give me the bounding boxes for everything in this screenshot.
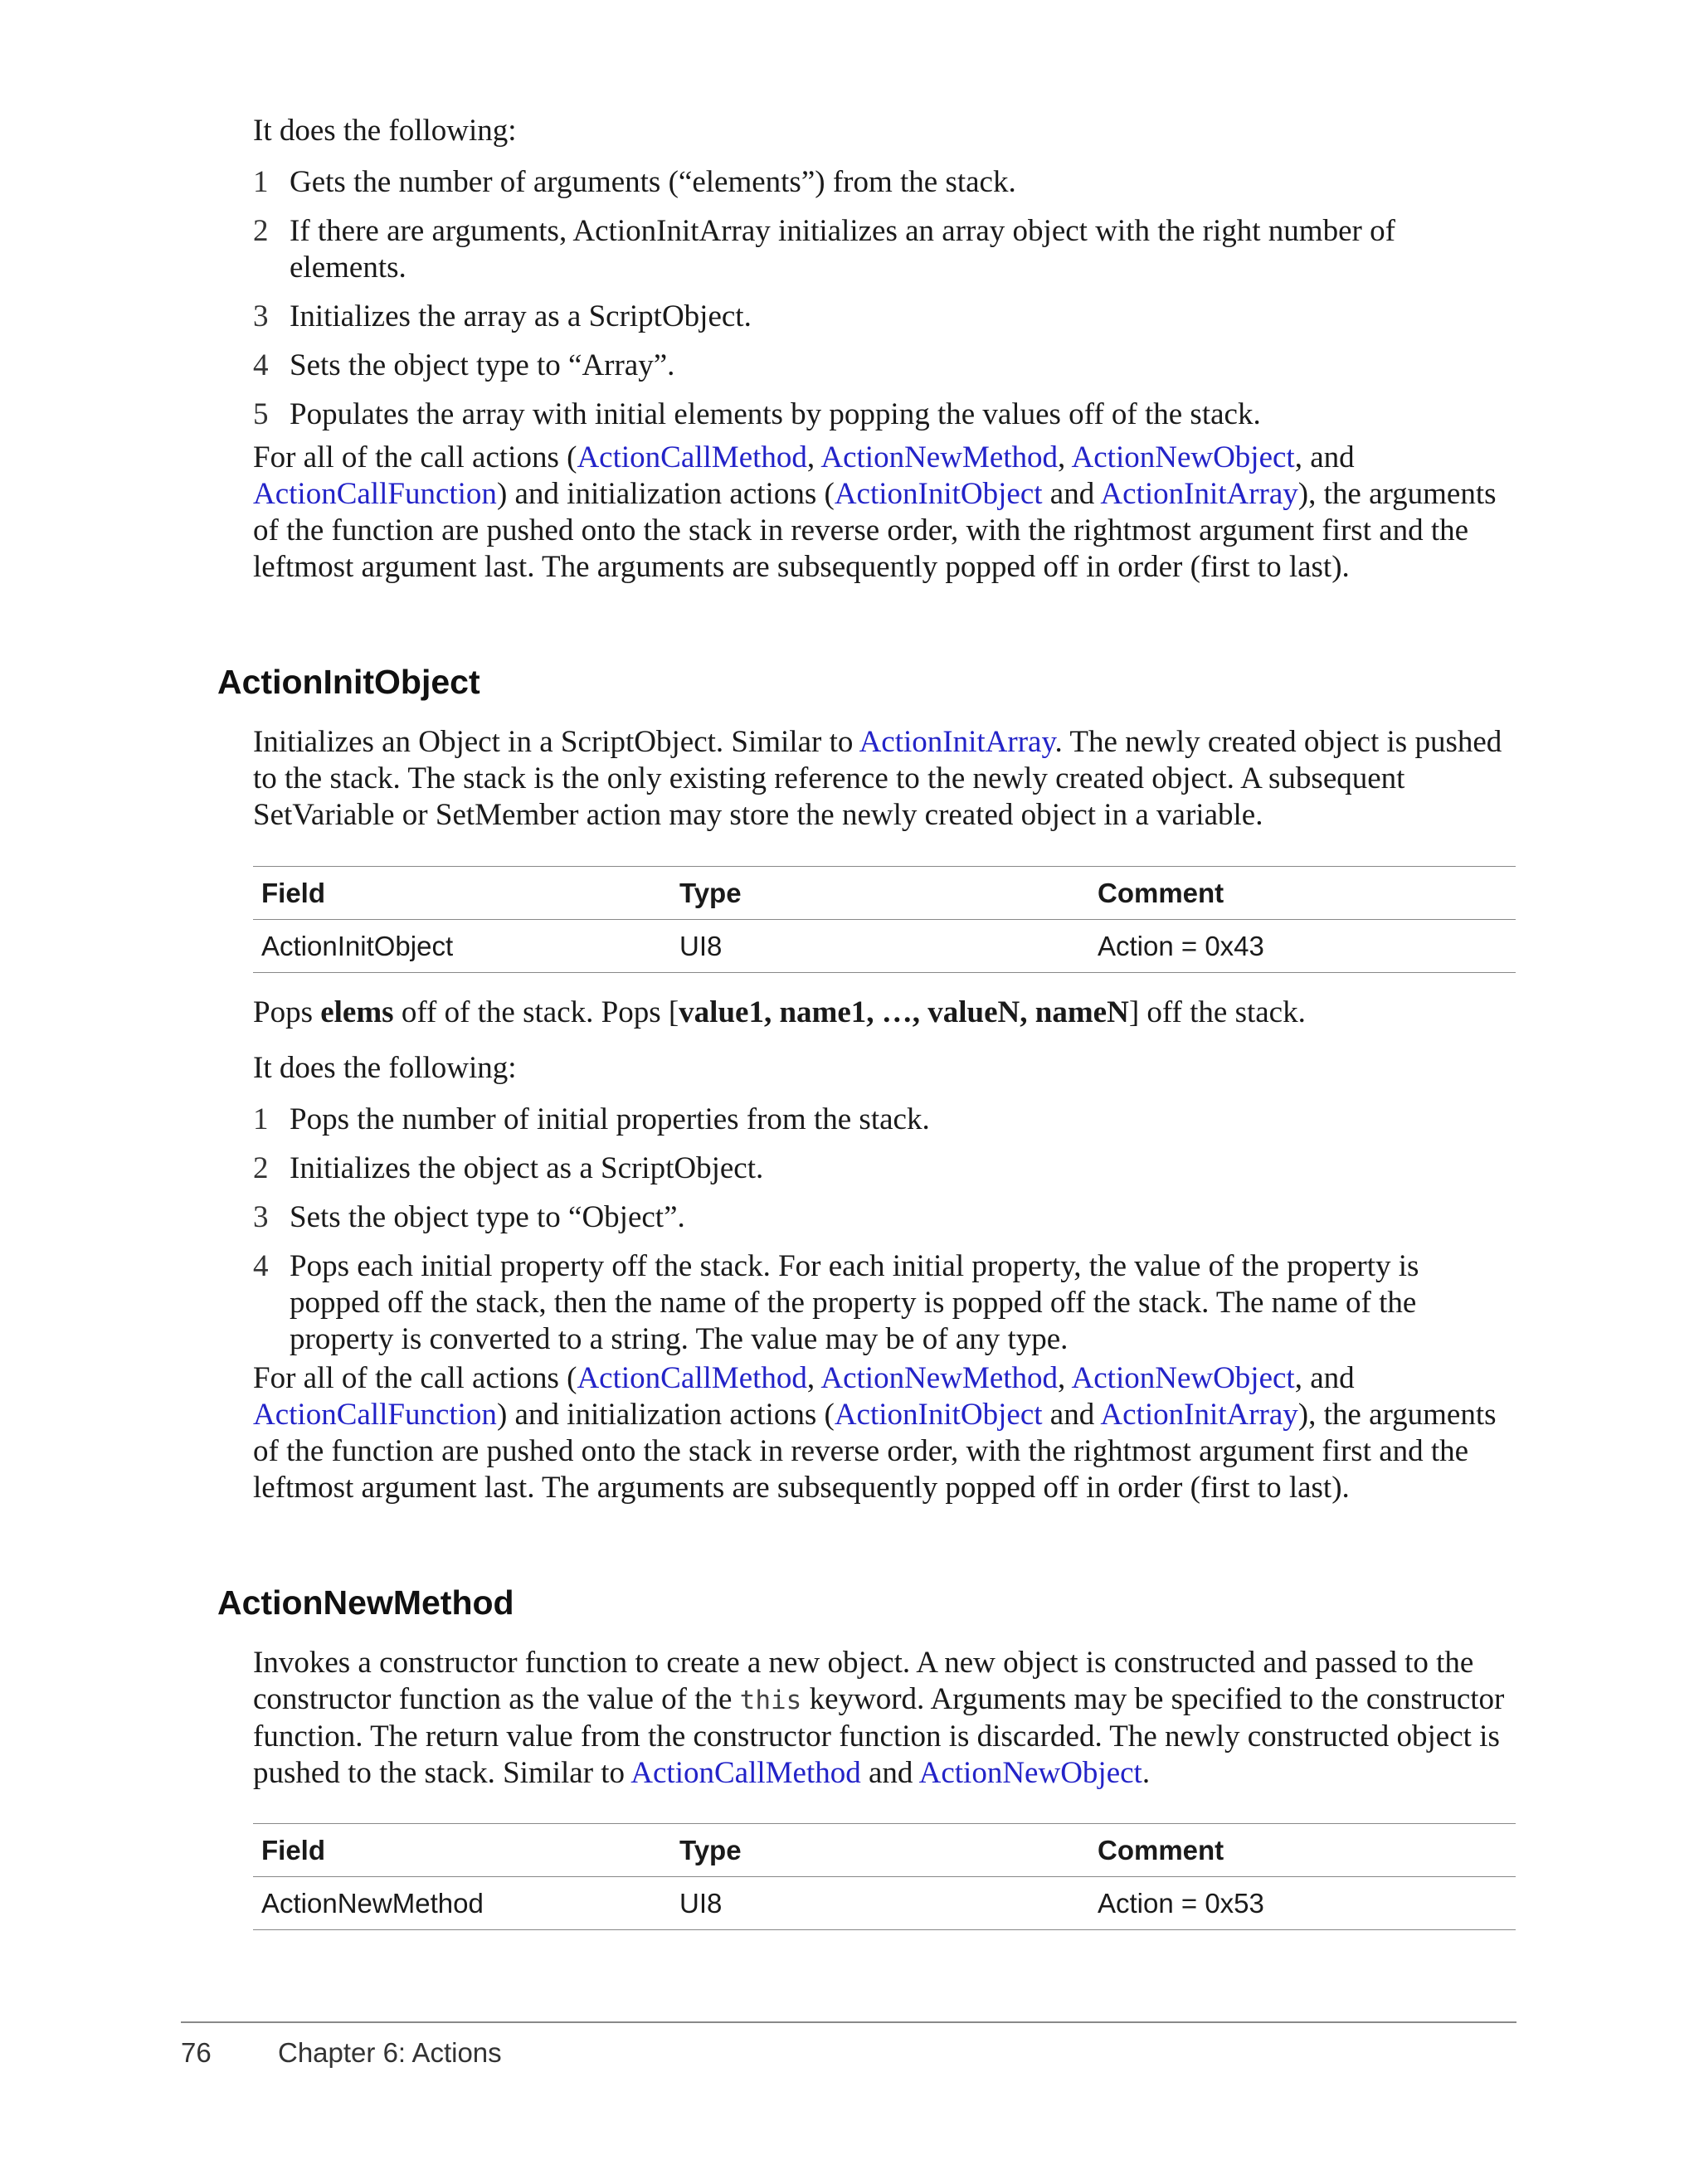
link-action-new-object[interactable]: ActionNewObject [1071,440,1295,474]
link-action-call-method[interactable]: ActionCallMethod [577,440,807,474]
table-cell: Action = 0x53 [1089,1877,1516,1930]
link-action-new-object[interactable]: ActionNewObject [918,1756,1142,1790]
table-cell: UI8 [671,920,1089,973]
list-item: 1 Gets the number of arguments (“elements”) from the stack. [253,165,1016,199]
table-header-row [253,1824,1516,1877]
chapter-title: Chapter 6: Actions [278,2037,502,2068]
link-action-init-array[interactable]: ActionInitArray [859,725,1055,759]
link-action-call-method[interactable]: ActionCallMethod [630,1756,861,1790]
column-header-comment: Comment [1089,1824,1516,1877]
list-item: 2 If there are arguments, ActionInitArray initializes an array object with the right number of elements. [253,214,1395,285]
init-object-description: Initializes an Object in a ScriptObject. Similar to ActionInitArray. The newly created object is pushed to the stack. The stack is the only existing reference to the newly created object. A subsequent SetVariable or SetMember action may store the newly created object in a variable. [253,725,1502,832]
link-action-call-method[interactable]: ActionCallMethod [577,1361,807,1395]
column-header-field: Field [253,1824,671,1877]
section-heading-init-object: ActionInitObject [217,663,480,701]
link-action-new-method[interactable]: ActionNewMethod [820,440,1059,474]
table-row [253,920,1516,973]
column-header-field: Field [253,867,671,920]
column-header-comment: Comment [1089,867,1516,920]
pops-line: Pops elems off of the stack. Pops [value1, name1, …, valueN, nameN] off the stack. [253,995,1306,1029]
table-cell: Action = 0x43 [1089,920,1516,973]
link-action-init-object[interactable]: ActionInitObject [834,477,1043,511]
section-heading-new-method: ActionNewMethod [217,1583,514,1622]
link-action-new-method[interactable]: ActionNewMethod [820,1361,1059,1395]
footer-divider [181,2021,1516,2023]
list-item: 4 Pops each initial property off the stack. For each initial property, the value of the property is popped off the stack, then the name of the property is popped off the stack. The name of the property is converted to a string. The value may be of any type. [253,1249,1419,1356]
table-cell: ActionNewMethod [253,1877,671,1930]
list-item: 5 Populates the array with initial elements by popping the values off of the stack. [253,397,1261,431]
link-action-call-function[interactable]: ActionCallFunction [253,1398,497,1432]
intro-line: It does the following: [253,114,517,148]
new-method-field-table [253,1823,1516,1930]
table-cell: ActionInitObject [253,920,671,973]
code-keyword: this [739,1685,802,1715]
link-action-init-array[interactable]: ActionInitArray [1100,1398,1298,1432]
table-cell: UI8 [671,1877,1089,1930]
array-steps-list [253,164,1514,433]
link-action-new-object[interactable]: ActionNewObject [1071,1361,1295,1395]
column-header-type: Type [671,867,1089,920]
init-object-field-table [253,866,1516,973]
array-steps-block [253,113,1514,445]
object-steps-list [253,1102,1514,1358]
link-action-call-function[interactable]: ActionCallFunction [253,477,497,511]
new-method-description: Invokes a constructor function to create a new object. A new object is constructed and passed to the constructor function as the value of the this keyword. Arguments may be specified to the constructor function. The return value from the constructor function is discarded. The newly constructed object is pushed to the stack. Similar to ActionCallMethod and ActionNewObject. [253,1646,1505,1790]
call-actions-paragraph-2: For all of the call actions (ActionCallMethod, ActionNewMethod, ActionNewObject, and ActionCallFunction) and initialization actions (ActionInitObject and ActionInitArray), the arguments of the function are pushed onto the stack in reverse order, with the rightmost argument first and the leftmost argument last. The arguments are subsequently popped off in order (first to last). [253,1361,1497,1505]
intro-line: It does the following: [253,1051,517,1085]
object-steps-block [253,1050,1514,1370]
table-header-row [253,867,1516,920]
list-item: 3 Initializes the array as a ScriptObject. [253,299,752,333]
list-item: 4 Sets the object type to “Array”. [253,348,675,382]
list-item: 1 Pops the number of initial properties from the stack. [253,1102,930,1136]
page-number: 76 [181,2037,212,2068]
column-header-type: Type [671,1824,1089,1877]
table-row [253,1877,1516,1930]
list-item: 3 Sets the object type to “Object”. [253,1200,685,1234]
link-action-init-object[interactable]: ActionInitObject [834,1398,1043,1432]
link-action-init-array[interactable]: ActionInitArray [1100,477,1298,511]
call-actions-paragraph-1: For all of the call actions (ActionCallMethod, ActionNewMethod, ActionNewObject, and ActionCallFunction) and initialization actions (ActionInitObject and ActionInitArray), the arguments of the function are pushed onto the stack in reverse order, with the rightmost argument first and the leftmost argument last. The arguments are subsequently popped off in order (first to last). [253,440,1497,584]
list-item: 2 Initializes the object as a ScriptObject. [253,1151,764,1185]
